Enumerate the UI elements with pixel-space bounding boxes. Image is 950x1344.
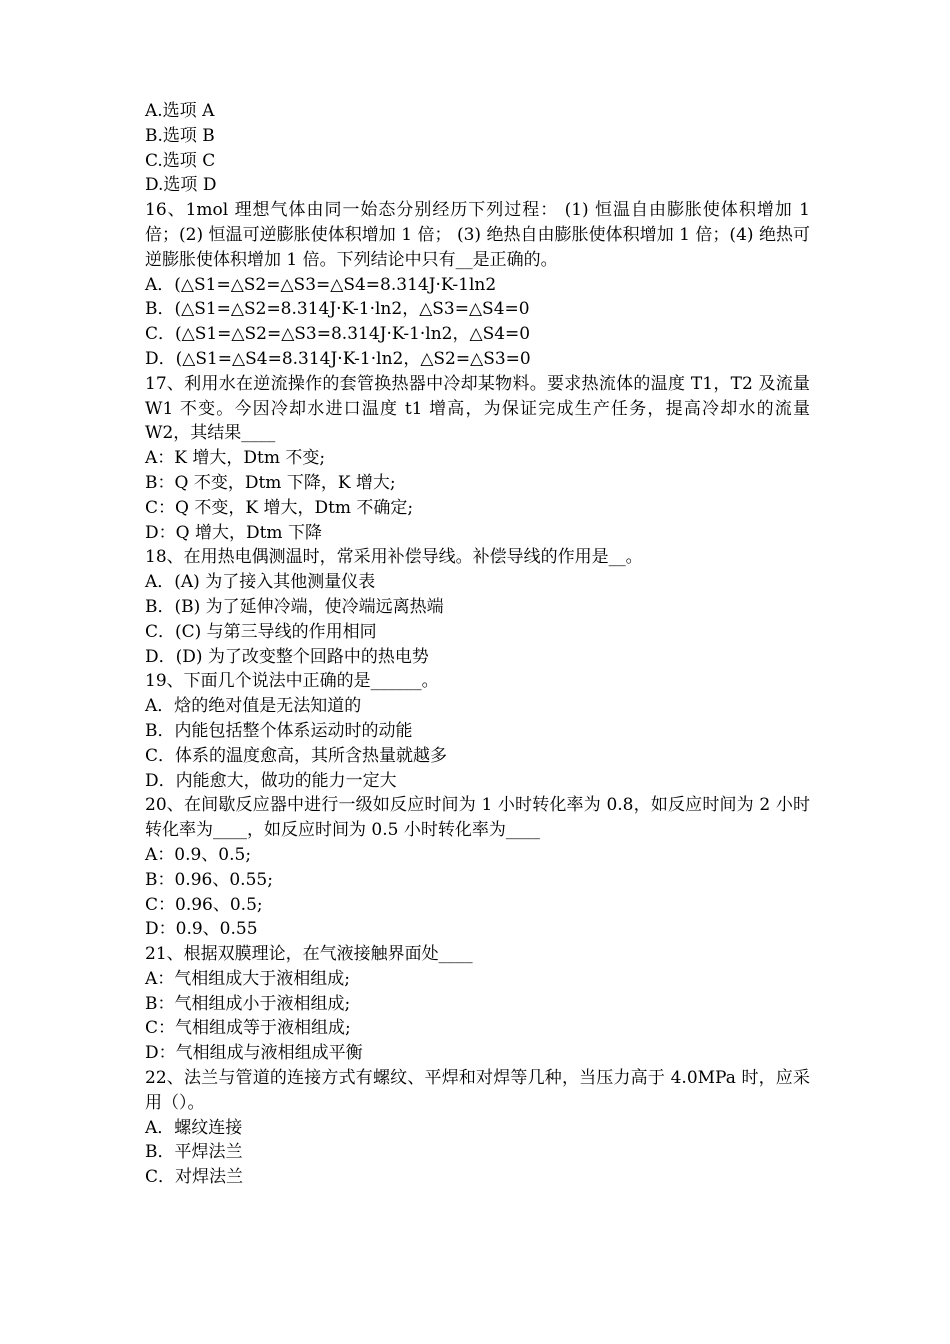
option-line: D：Q 增大，Dtm 下降 [145,522,322,543]
option-line: A：K 增大，Dtm 不变; [145,448,326,469]
option-line: C．(△S1=△S2=△S3=8.314J·K-1·ln2，△S4=0 [145,324,531,345]
question-20: 20、在间歇反应器中进行一级如反应时间为 1 小时转化率为 0.8，如反应时间为 2 小时转化率为____，如反应时间为 0.5 小时转化率为____ [145,795,810,841]
option-line: D.选项 D [145,175,217,196]
question-16: 16、1mol 理想气体由同一始态分别经历下列过程： (1) 恒温自由膨胀使体积增加 1 倍；(2) 恒温可逆膨胀使体积增加 1 倍； (3) 绝热自由膨胀使体积增加 1 倍；(4) 绝热可逆膨胀使体积增加 1 倍。下列结论中只有__是正确的。 [145,200,810,270]
option-line: B.选项 B [145,125,215,146]
option-line: D．(D) 为了改变整个回路中的热电势 [145,646,429,667]
question-22: 22、法兰与管道的连接方式有螺纹、平焊和对焊等几种，当压力高于 4.0MPa 时，应采用（）。 [145,1068,810,1113]
option-line: C：0.96、0.5; [145,894,263,915]
option-line: B．(B) 为了延伸冷端，使冷端远离热端 [145,596,444,617]
option-line: A．(A) 为了接入其他测量仪表 [145,572,376,593]
option-line: A：气相组成大于液相组成; [145,968,351,989]
option-line: C．体系的温度愈高，其所含热量就越多 [145,745,448,766]
option-line: A：0.9、0.5; [145,844,252,865]
question-18: 18、在用热电偶测温时，常采用补偿导线。补偿导线的作用是__。 [145,547,643,568]
option-line: D：0.9、0.55 [145,919,258,940]
option-line: A．螺纹连接 [145,1117,243,1138]
option-line: B：气相组成小于液相组成; [145,993,351,1014]
option-line: A.选项 A [145,101,215,121]
option-line: B：0.96、0.55; [145,869,273,890]
option-line: C.选项 C [145,150,216,171]
option-line: C：Q 不变，K 增大，Dtm 不确定; [145,497,414,518]
option-line: D：气相组成与液相组成平衡 [145,1043,363,1064]
option-line: C．对焊法兰 [145,1167,244,1188]
option-line: C：气相组成等于液相组成; [145,1018,351,1039]
question-19: 19、下面几个说法中正确的是______。 [145,671,439,692]
option-line: A．(△S1=△S2=△S3=△S4=8.314J·K-1ln2 [145,274,497,295]
option-line: B．内能包括整个体系运动时的动能 [145,720,413,741]
option-line: A．焓的绝对值是无法知道的 [145,696,362,717]
option-line: B．(△S1=△S2=8.314J·K-1·ln2，△S3=△S4=0 [145,299,530,320]
option-line: B：Q 不变，Dtm 下降，K 增大; [145,472,396,493]
option-line: C．(C) 与第三导线的作用相同 [145,621,377,642]
option-line: D．(△S1=△S4=8.314J·K-1·ln2，△S2=△S3=0 [145,348,531,369]
question-17: 17、利用水在逆流操作的套管换热器中冷却某物料。要求热流体的温度 T1，T2 及流量 W1 不变。今因冷却水进口温度 t1 增高，为保证完成生产任务，提高冷却水的流量 W2，其结果____ [145,373,810,444]
question-21: 21、根据双膜理论，在气液接触界面处____ [145,944,473,965]
document-body [145,99,810,1190]
option-line: B．平焊法兰 [145,1142,243,1163]
option-line: D．内能愈大，做功的能力一定大 [145,770,397,791]
